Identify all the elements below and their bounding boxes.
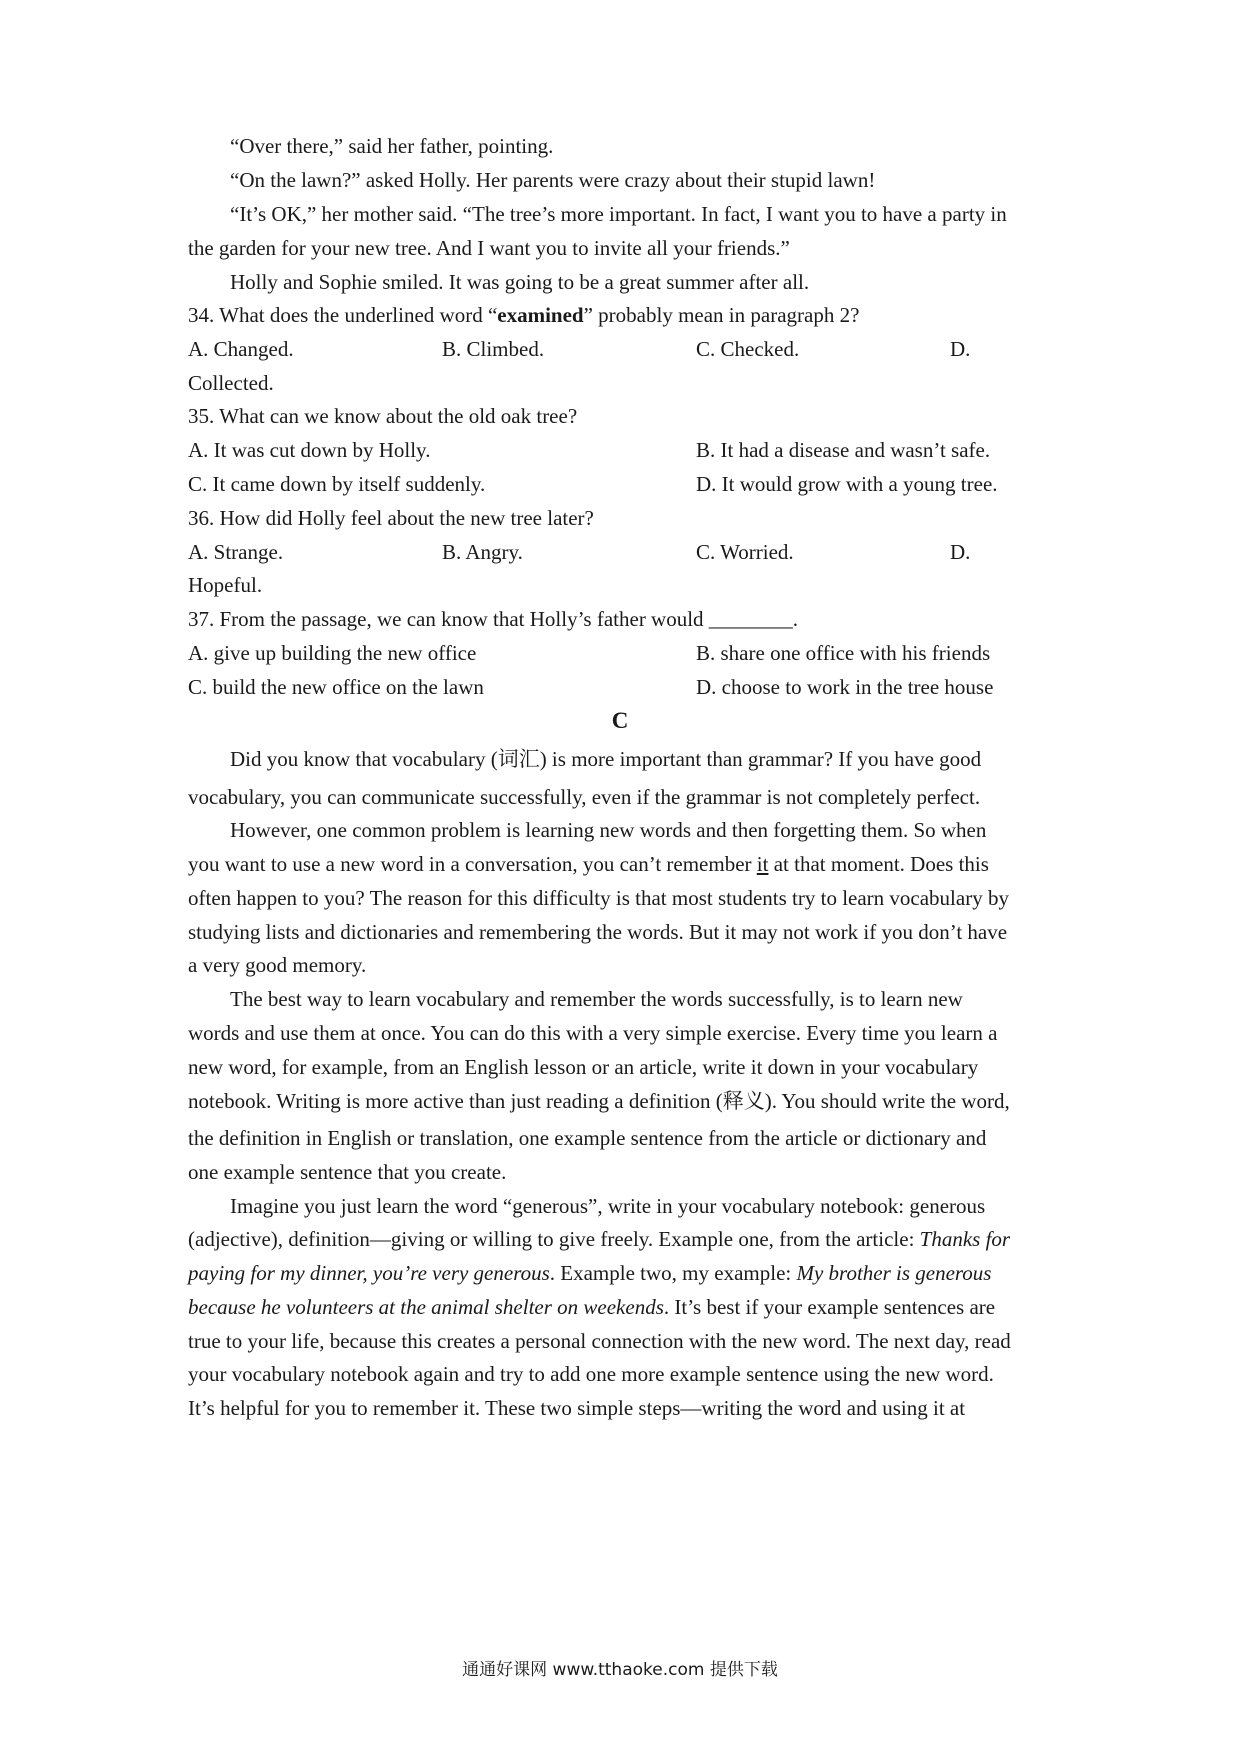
q35-option-a: A. It was cut down by Holly. xyxy=(188,438,431,462)
q37-option-a: A. give up building the new office xyxy=(188,641,477,665)
paragraph-line: “On the lawn?” asked Holly. Her parents were crazy about their stupid lawn! xyxy=(230,168,876,192)
paragraph-line: Imagine you just learn the word “generous”, write in your vocabulary notebook: generous xyxy=(230,1194,986,1218)
q37-option-c: C. build the new office on the lawn xyxy=(188,675,484,699)
question-37-stem: 37. From the passage, we can know that Holly’s father would ________. xyxy=(188,607,799,631)
page-footer: 通通好课网 www.tthaoke.com 提供下载 xyxy=(462,1660,778,1680)
q36-option-a: A. Strange. xyxy=(188,540,284,564)
paragraph-line: vocabulary, you can communicate successfully, even if the grammar is not completely perfect. xyxy=(188,785,981,809)
paragraph-line: notebook. Writing is more active than just reading a definition (释义). You should write the word, xyxy=(188,1089,1010,1113)
underlined-word: examined xyxy=(497,303,584,327)
q36-option-b: B. Angry. xyxy=(442,540,523,564)
question-35-stem: 35. What can we know about the old oak tree? xyxy=(188,404,578,428)
q36-option-d: D. xyxy=(950,540,971,564)
paragraph-line: It’s helpful for you to remember it. These two simple steps—writing the word and using it at xyxy=(188,1396,966,1420)
q37-option-b: B. share one office with his friends xyxy=(696,641,991,665)
q35-option-b: B. It had a disease and wasn’t safe. xyxy=(696,438,991,462)
paragraph-line: true to your life, because this creates a personal connection with the new word. The next day, read xyxy=(188,1329,1011,1353)
paragraph-line: Did you know that vocabulary (词汇) is more important than grammar? If you have good xyxy=(230,747,982,771)
paragraph-line: Holly and Sophie smiled. It was going to be a great summer after all. xyxy=(230,270,810,294)
q34-option-c: C. Checked. xyxy=(696,337,800,361)
paragraph-line: one example sentence that you create. xyxy=(188,1160,507,1184)
paragraph-line: The best way to learn vocabulary and remember the words successfully, is to learn new xyxy=(230,987,963,1011)
paragraph-line: because he volunteers at the animal shelter on weekends. It’s best if your example sentences are xyxy=(188,1295,996,1319)
section-heading: C xyxy=(611,708,629,733)
question-36-stem: 36. How did Holly feel about the new tree later? xyxy=(188,506,594,530)
paragraph-line: studying lists and dictionaries and remembering the words. But it may not work if you don’t have xyxy=(188,920,1008,944)
q35-option-c: C. It came down by itself suddenly. xyxy=(188,472,486,496)
paragraph-line: the garden for your new tree. And I want you to invite all your friends.” xyxy=(188,236,790,260)
underlined-word: it xyxy=(756,852,769,876)
paragraph-line: new word, for example, from an English lesson or an article, write it down in your vocabulary xyxy=(188,1055,979,1079)
paragraph-line: your vocabulary notebook again and try to add one more example sentence using the new word. xyxy=(188,1362,994,1386)
paragraph-line: (adjective), definition—giving or willing to give freely. Example one, from the article: Thanks for xyxy=(188,1227,1011,1251)
q34-option-d: D. xyxy=(950,337,971,361)
q34-option-d-text: Collected. xyxy=(188,371,274,395)
paragraph-line: However, one common problem is learning new words and then forgetting them. So when xyxy=(230,818,987,842)
paragraph-line: “It’s OK,” her mother said. “The tree’s more important. In fact, I want you to have a party in xyxy=(230,202,1007,226)
q34-option-b: B. Climbed. xyxy=(442,337,545,361)
paragraph-line: paying for my dinner, you’re very generous. Example two, my example: My brother is generous xyxy=(188,1261,992,1285)
q37-option-d: D. choose to work in the tree house xyxy=(696,675,994,699)
q35-option-d: D. It would grow with a young tree. xyxy=(696,472,998,496)
q36-option-c: C. Worried. xyxy=(696,540,794,564)
paragraph-line: the definition in English or translation, one example sentence from the article or dictionary and xyxy=(188,1126,987,1150)
q34-option-a: A. Changed. xyxy=(188,337,294,361)
paragraph-line: words and use them at once. You can do this with a very simple exercise. Every time you learn a xyxy=(188,1021,998,1045)
paragraph-line: a very good memory. xyxy=(188,953,367,977)
paragraph-line: often happen to you? The reason for this difficulty is that most students try to learn vocabulary by xyxy=(188,886,1009,910)
paragraph-line: “Over there,” said her father, pointing. xyxy=(230,134,554,158)
question-34-stem: 34. What does the underlined word “examined” probably mean in paragraph 2? xyxy=(188,303,860,327)
paragraph-line: you want to use a new word in a conversation, you can’t remember it at that moment. Does this xyxy=(188,852,989,876)
q36-option-d-text: Hopeful. xyxy=(188,573,263,597)
